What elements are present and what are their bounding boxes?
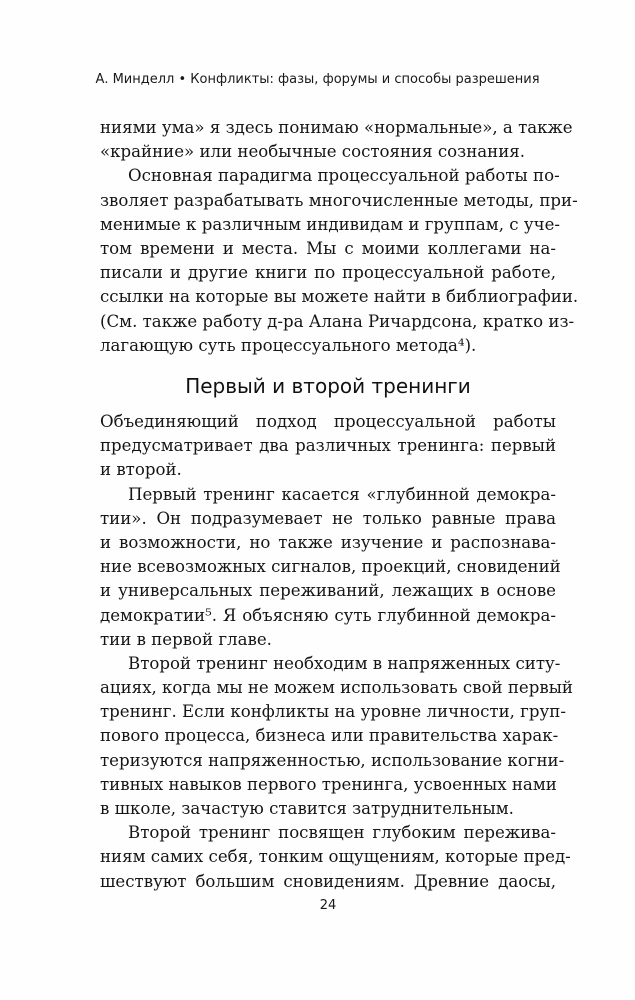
text-line: ациях, когда мы не можем использовать свой первый <box>100 678 573 698</box>
text-line: том времени и места. Мы с моими коллегами на- <box>100 238 556 258</box>
text-line: Первый тренинг касается «глубинной демокра- <box>128 484 556 504</box>
text-line: тии». Он подразумевает не только равные права <box>100 508 556 528</box>
text-line: демократии⁵. Я объясняю суть глубинной демокра- <box>100 605 556 625</box>
text-line: и универсальных переживаний, лежащих в основе <box>100 581 556 601</box>
text-line: тивных навыков первого тренинга, усвоенных нами <box>100 774 557 794</box>
text-line: и второй. <box>100 460 182 480</box>
text-line: (См. также работу д-ра Алана Ричардсона, кратко из- <box>100 311 575 331</box>
text-line: зволяет разрабатывать многочисленные методы, при- <box>100 190 578 210</box>
text-line: ссылки на которые вы можете найти в библиографии. <box>100 287 579 307</box>
text-line: шествуют большим сновидениям. Древние даосы, <box>100 871 556 891</box>
text-line: Основная парадигма процессуальной работы по- <box>128 166 560 186</box>
text-line: предусматривает два различных тренинга: первый <box>100 436 556 456</box>
text-line: ние всевозможных сигналов, проекций, сновидений <box>100 557 561 577</box>
text-line: лагающую суть процессуального метода⁴). <box>100 335 477 355</box>
text-line: ниями ума» я здесь понимаю «нормальные», а также <box>100 118 573 137</box>
text-line: тренинг. Если конфликты на уровне личности, груп- <box>100 702 566 722</box>
text-line: и возможности, но также изучение и распознава- <box>100 532 556 552</box>
section-2-text <box>100 410 573 894</box>
text-line: «крайние» или необычные состояния сознания. <box>100 142 526 162</box>
running-head: А. Минделл • Конфликты: фазы, форумы и способы разрешения <box>95 72 540 87</box>
text-line: Второй тренинг посвящен глубоким пережива- <box>128 823 556 843</box>
section-1-text <box>100 116 579 358</box>
text-line: пового процесса, бизнеса или правительства харак- <box>100 726 559 746</box>
page-number: 24 <box>319 898 337 913</box>
section-heading: Первый и второй тренинги <box>185 374 471 398</box>
text-line: Второй тренинг необходим в напряженных ситу- <box>128 653 561 673</box>
text-line: ниям самих себя, тонким ощущениям, которые пред- <box>100 847 571 867</box>
text-line: в школе, зачастую ставится затруднительным. <box>100 799 514 818</box>
text-line: менимые к различным индивидам и группам, с уче- <box>100 214 560 234</box>
text-line: Объединяющий подход процессуальной работы <box>100 412 556 431</box>
text-line: теризуются напряженностью, использование когни- <box>100 750 565 770</box>
text-line: тии в первой главе. <box>100 629 272 649</box>
text-line: писали и другие книги по процессуальной работе, <box>100 263 556 283</box>
